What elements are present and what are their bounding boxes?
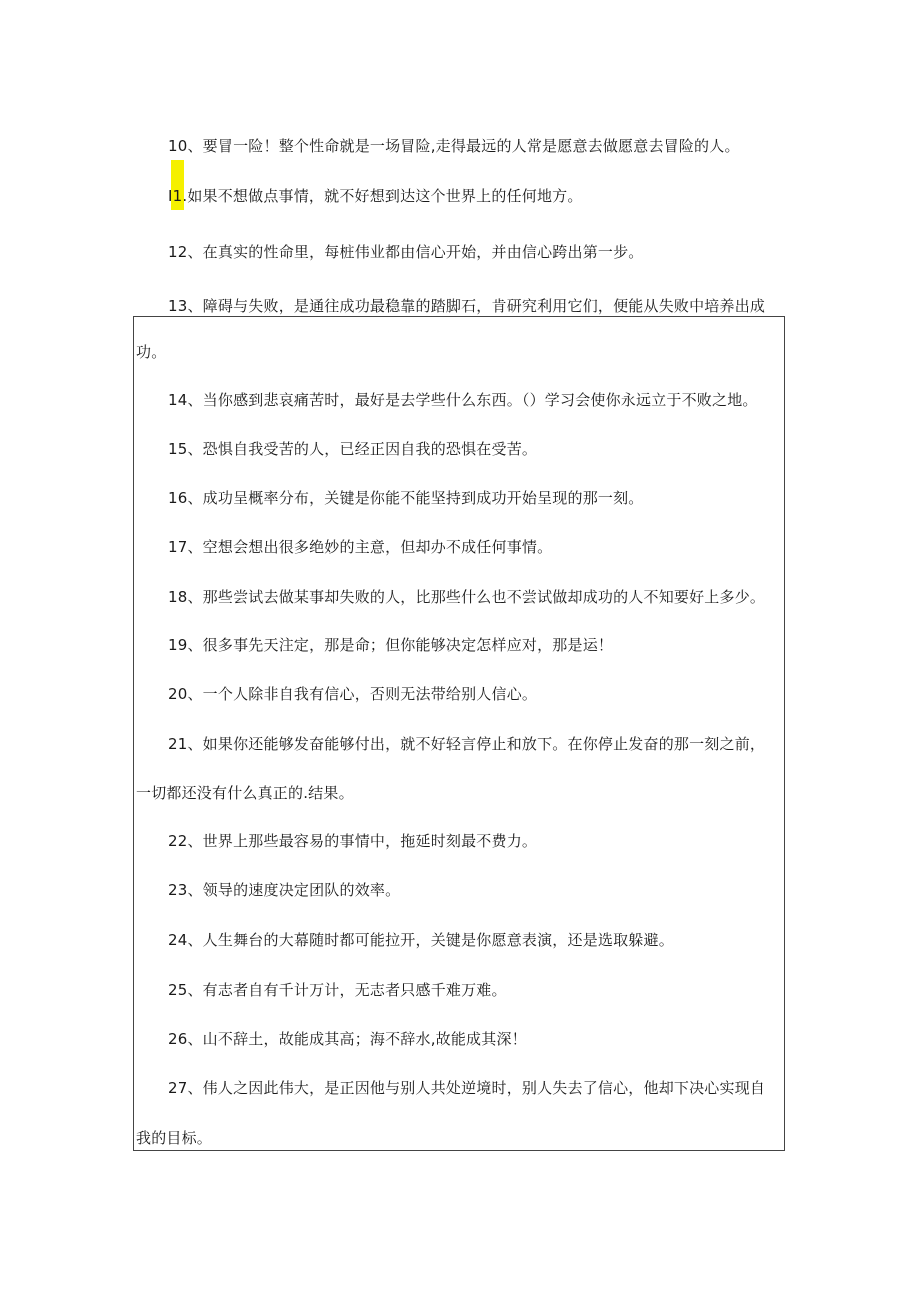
quote-line-15: 15、恐惧自我受苦的人，已经正因自我的恐惧在受苦。	[168, 440, 538, 458]
quote-line-26: 26、山不辞土，故能成其高；海不辞水,故能成其深！	[168, 1030, 527, 1048]
quote-line-13-cont: 功。	[136, 343, 167, 361]
quote-line-22: 22、世界上那些最容易的事情中，拖延时刻最不费力。	[168, 832, 538, 850]
quote-line-11: I1.如果不想做点事情，就不好想到达这个世界上的任何地方。	[168, 187, 583, 205]
quote-line-25: 25、有志者自有千计万计，无志者只感千难万难。	[168, 981, 507, 999]
quote-line-20: 20、一个人除非自我有信心，否则无法带给别人信心。	[168, 685, 538, 703]
quote-line-21-cont: 一切都还没有什么真正的.结果。	[136, 784, 354, 802]
quote-line-21: 21、如果你还能够发奋能够付出，就不好轻言停止和放下。在你停止发奋的那一刻之前，	[168, 735, 766, 753]
quote-line-24: 24、人生舞台的大幕随时都可能拉开，关键是你愿意表演，还是选取躲避。	[168, 931, 674, 949]
quote-line-27-cont: 我的目标。	[136, 1129, 213, 1147]
quote-line-23: 23、领导的速度决定团队的效率。	[168, 881, 401, 899]
quote-line-16: 16、成功呈概率分布，关键是你能不能坚持到成功开始呈现的那一刻。	[168, 489, 644, 507]
quote-line-27: 27、伟人之因此伟大，是正因他与别人共处逆境时，别人失去了信心，他却下决心实现自	[168, 1079, 766, 1097]
quote-line-14: 14、当你感到悲哀痛苦时，最好是去学些什么东西。（）学习会使你永远立于不败之地。	[168, 391, 758, 409]
quote-line-19: 19、很多事先天注定，那是命；但你能够决定怎样应对，那是运！	[168, 636, 614, 654]
quote-line-13: 13、障碍与失败，是通往成功最稳靠的踏脚石，肯研究利用它们，便能从失败中培养出成	[168, 297, 766, 315]
quote-line-17: 17、空想会想出很多绝妙的主意，但却办不成任何事情。	[168, 538, 553, 556]
quote-line-12: 12、在真实的性命里，每桩伟业都由信心开始，并由信心跨出第一步。	[168, 243, 644, 261]
quote-line-18: 18、那些尝试去做某事却失败的人，比那些什么也不尝试做却成功的人不知要好上多少。	[168, 588, 766, 606]
quote-line-10: 10、要冒一险！整个性命就是一场冒险,走得最远的人常是愿意去做愿意去冒险的人。	[168, 137, 740, 155]
